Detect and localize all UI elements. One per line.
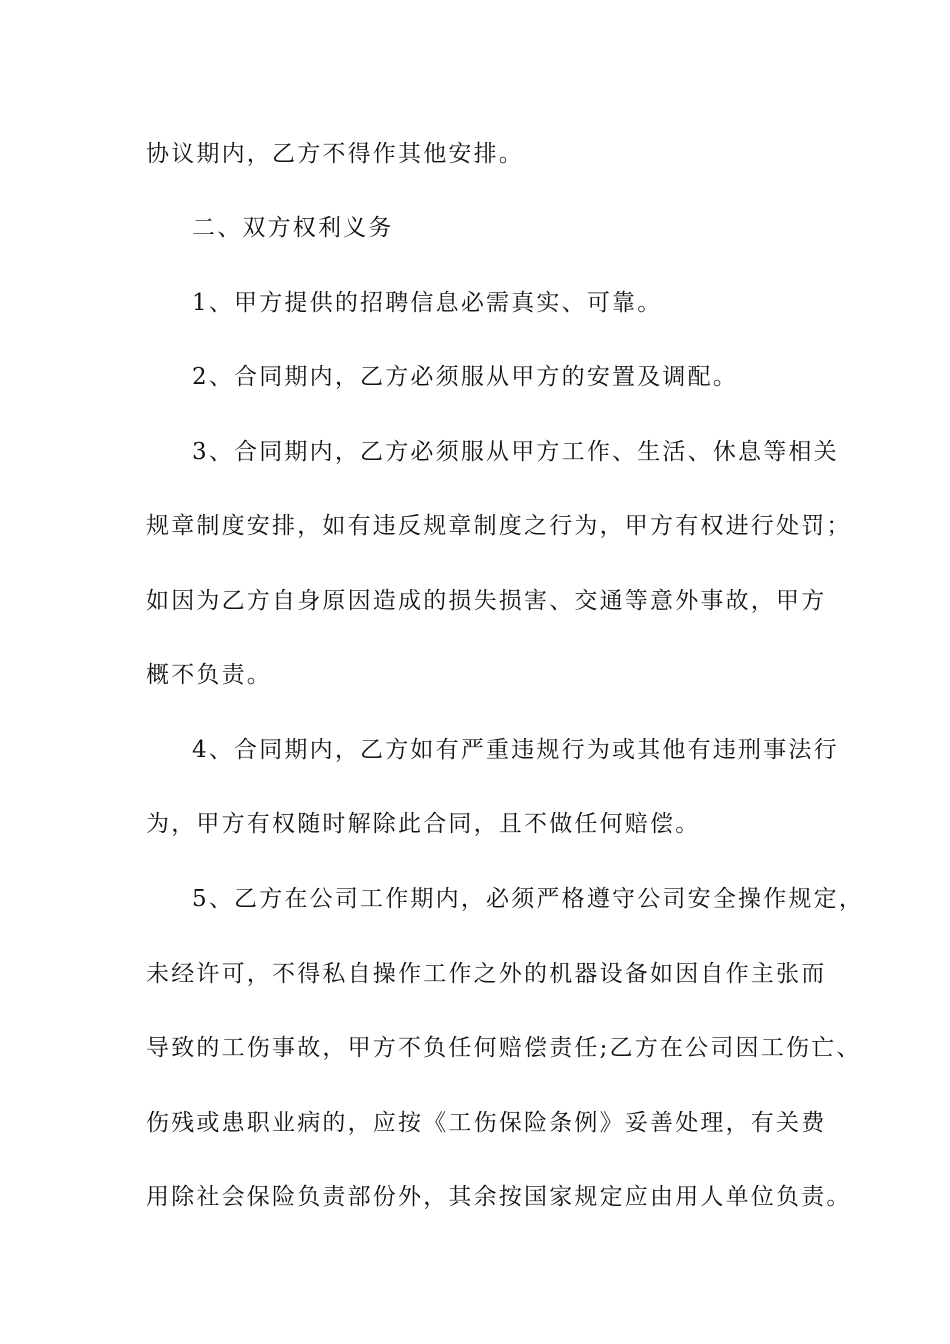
- text-line: 为，甲方有权随时解除此合同，且不做任何赔偿。: [146, 811, 701, 837]
- text-line: 1、甲方提供的招聘信息必需真实、可靠。: [192, 290, 663, 316]
- text-line: 如因为乙方自身原因造成的损失损害、交通等意外事故，甲方: [146, 588, 827, 614]
- text-line: 概不负责。: [146, 662, 272, 688]
- text-line: 导致的工伤事故，甲方不负任何赔偿责任;乙方在公司因工伤亡、: [146, 1035, 862, 1061]
- section-heading: 二、双方权利义务: [192, 215, 394, 241]
- text-line: 协议期内，乙方不得作其他安排。: [146, 141, 524, 167]
- text-line: 3、合同期内，乙方必须服从甲方工作、生活、休息等相关: [192, 439, 839, 465]
- text-line: 用除社会保险负责部份外，其余按国家规定应由用人单位负责。: [146, 1184, 852, 1210]
- text-line: 规章制度安排，如有违反规章制度之行为，甲方有权进行处罚；: [146, 513, 852, 539]
- text-line: 5、乙方在公司工作期内，必须严格遵守公司安全操作规定，: [192, 886, 865, 912]
- text-line: 伤残或患职业病的，应按《工伤保险条例》妥善处理，有关费: [146, 1110, 827, 1136]
- text-line: 4、合同期内，乙方如有严重违规行为或其他有违刑事法行: [192, 737, 839, 763]
- text-line: 2、合同期内，乙方必须服从甲方的安置及调配。: [192, 364, 739, 390]
- text-line: 未经许可，不得私自操作工作之外的机器设备如因自作主张而: [146, 961, 827, 987]
